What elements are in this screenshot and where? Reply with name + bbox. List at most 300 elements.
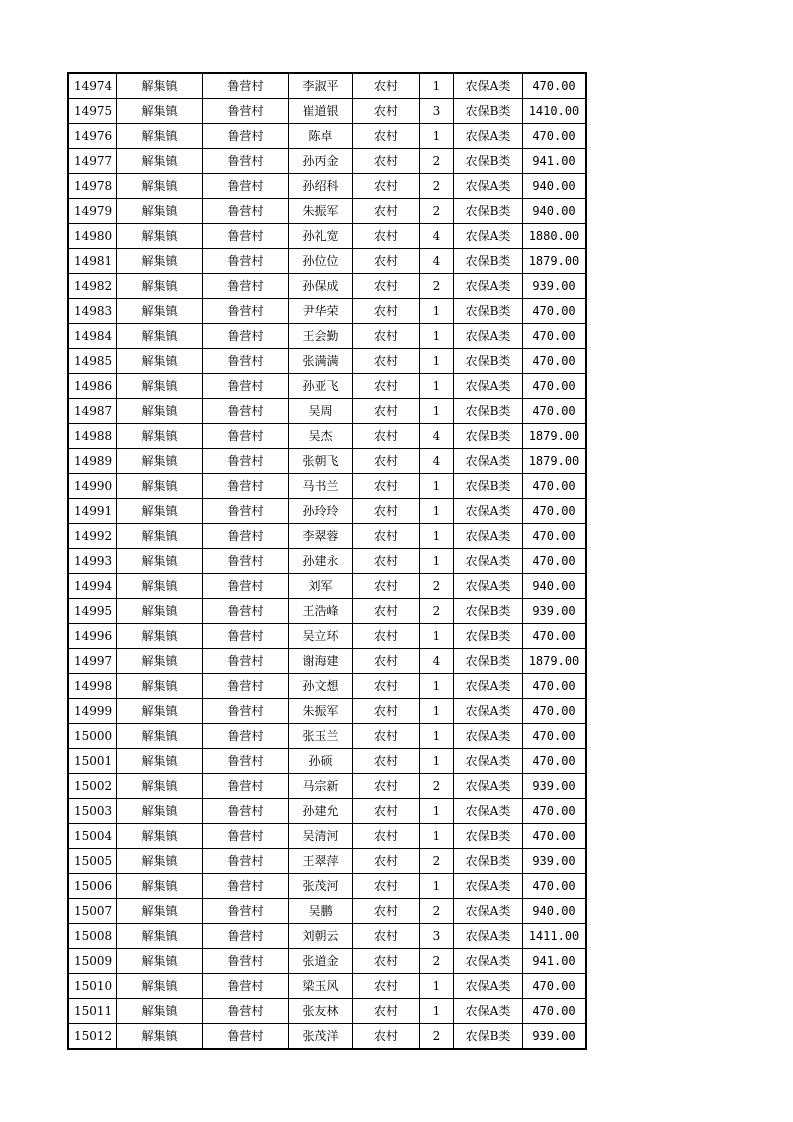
- person-name-cell: 朱振军: [289, 699, 353, 724]
- member-count-cell: 3: [420, 924, 454, 949]
- member-count-cell: 1: [420, 374, 454, 399]
- record-id-cell: 14983: [68, 299, 117, 324]
- village-cell: 鲁营村: [203, 174, 289, 199]
- insurance-category-cell: 农保B类: [454, 824, 523, 849]
- record-id-cell: 14995: [68, 599, 117, 624]
- member-count-cell: 1: [420, 499, 454, 524]
- insurance-category-cell: 农保B类: [454, 849, 523, 874]
- record-id-cell: 14988: [68, 424, 117, 449]
- town-cell: 解集镇: [117, 949, 203, 974]
- record-id-cell: 14993: [68, 549, 117, 574]
- table-row: [68, 549, 586, 574]
- insurance-category-cell: 农保A类: [454, 749, 523, 774]
- village-cell: 鲁营村: [203, 274, 289, 299]
- person-name-cell: 张茂河: [289, 874, 353, 899]
- village-cell: 鲁营村: [203, 1024, 289, 1050]
- member-count-cell: 1: [420, 874, 454, 899]
- insurance-category-cell: 农保A类: [454, 949, 523, 974]
- person-name-cell: 张友林: [289, 999, 353, 1024]
- household-type-cell: 农村: [353, 124, 420, 149]
- member-count-cell: 4: [420, 449, 454, 474]
- table-row: [68, 699, 586, 724]
- person-name-cell: 孙文想: [289, 674, 353, 699]
- record-id-cell: 14979: [68, 199, 117, 224]
- table-row: [68, 224, 586, 249]
- table-row: [68, 149, 586, 174]
- person-name-cell: 孙保成: [289, 274, 353, 299]
- amount-cell: 470.00: [523, 499, 587, 524]
- record-id-cell: 15004: [68, 824, 117, 849]
- record-id-cell: 14974: [68, 73, 117, 99]
- member-count-cell: 2: [420, 774, 454, 799]
- person-name-cell: 吴杰: [289, 424, 353, 449]
- table-row: [68, 774, 586, 799]
- town-cell: 解集镇: [117, 874, 203, 899]
- town-cell: 解集镇: [117, 849, 203, 874]
- person-name-cell: 马宗新: [289, 774, 353, 799]
- insurance-category-cell: 农保B类: [454, 599, 523, 624]
- insurance-category-cell: 农保A类: [454, 674, 523, 699]
- village-cell: 鲁营村: [203, 99, 289, 124]
- amount-cell: 1410.00: [523, 99, 587, 124]
- town-cell: 解集镇: [117, 499, 203, 524]
- town-cell: 解集镇: [117, 524, 203, 549]
- person-name-cell: 张朝飞: [289, 449, 353, 474]
- amount-cell: 1411.00: [523, 924, 587, 949]
- person-name-cell: 吴鹏: [289, 899, 353, 924]
- amount-cell: 1879.00: [523, 424, 587, 449]
- town-cell: 解集镇: [117, 549, 203, 574]
- record-id-cell: 15001: [68, 749, 117, 774]
- member-count-cell: 2: [420, 149, 454, 174]
- town-cell: 解集镇: [117, 73, 203, 99]
- amount-cell: 470.00: [523, 799, 587, 824]
- household-type-cell: 农村: [353, 574, 420, 599]
- amount-cell: 470.00: [523, 524, 587, 549]
- member-count-cell: 1: [420, 324, 454, 349]
- member-count-cell: 4: [420, 249, 454, 274]
- town-cell: 解集镇: [117, 899, 203, 924]
- village-cell: 鲁营村: [203, 324, 289, 349]
- record-id-cell: 15002: [68, 774, 117, 799]
- member-count-cell: 1: [420, 474, 454, 499]
- person-name-cell: 李淑平: [289, 73, 353, 99]
- amount-cell: 470.00: [523, 349, 587, 374]
- insurance-category-cell: 农保A类: [454, 574, 523, 599]
- household-type-cell: 农村: [353, 674, 420, 699]
- table-row: [68, 449, 586, 474]
- member-count-cell: 1: [420, 124, 454, 149]
- member-count-cell: 1: [420, 399, 454, 424]
- household-type-cell: 农村: [353, 724, 420, 749]
- insurance-category-cell: 农保A类: [454, 699, 523, 724]
- record-id-cell: 15003: [68, 799, 117, 824]
- village-cell: 鲁营村: [203, 374, 289, 399]
- village-cell: 鲁营村: [203, 749, 289, 774]
- village-cell: 鲁营村: [203, 799, 289, 824]
- village-cell: 鲁营村: [203, 974, 289, 999]
- village-cell: 鲁营村: [203, 999, 289, 1024]
- member-count-cell: 1: [420, 724, 454, 749]
- town-cell: 解集镇: [117, 724, 203, 749]
- member-count-cell: 1: [420, 549, 454, 574]
- person-name-cell: 刘朝云: [289, 924, 353, 949]
- town-cell: 解集镇: [117, 1024, 203, 1050]
- village-cell: 鲁营村: [203, 349, 289, 374]
- household-type-cell: 农村: [353, 499, 420, 524]
- insurance-category-cell: 农保B类: [454, 649, 523, 674]
- village-cell: 鲁营村: [203, 549, 289, 574]
- village-cell: 鲁营村: [203, 674, 289, 699]
- record-id-cell: 15006: [68, 874, 117, 899]
- household-type-cell: 农村: [353, 924, 420, 949]
- household-type-cell: 农村: [353, 424, 420, 449]
- household-type-cell: 农村: [353, 224, 420, 249]
- table-row: [68, 374, 586, 399]
- amount-cell: 470.00: [523, 999, 587, 1024]
- town-cell: 解集镇: [117, 149, 203, 174]
- table-row: [68, 399, 586, 424]
- town-cell: 解集镇: [117, 199, 203, 224]
- insurance-category-cell: 农保A类: [454, 549, 523, 574]
- insurance-category-cell: 农保B类: [454, 474, 523, 499]
- person-name-cell: 张茂洋: [289, 1024, 353, 1050]
- amount-cell: 470.00: [523, 549, 587, 574]
- insurance-category-cell: 农保A类: [454, 499, 523, 524]
- household-type-cell: 农村: [353, 99, 420, 124]
- insurance-category-cell: 农保A类: [454, 224, 523, 249]
- household-type-cell: 农村: [353, 399, 420, 424]
- village-cell: 鲁营村: [203, 624, 289, 649]
- record-id-cell: 15010: [68, 974, 117, 999]
- insurance-category-cell: 农保B类: [454, 299, 523, 324]
- insurance-category-cell: 农保A类: [454, 774, 523, 799]
- insurance-category-cell: 农保A类: [454, 73, 523, 99]
- person-name-cell: 王翠萍: [289, 849, 353, 874]
- household-type-cell: 农村: [353, 349, 420, 374]
- table-row: [68, 849, 586, 874]
- household-type-cell: 农村: [353, 274, 420, 299]
- amount-cell: 470.00: [523, 324, 587, 349]
- record-id-cell: 14989: [68, 449, 117, 474]
- town-cell: 解集镇: [117, 649, 203, 674]
- amount-cell: 940.00: [523, 174, 587, 199]
- amount-cell: 470.00: [523, 124, 587, 149]
- household-type-cell: 农村: [353, 799, 420, 824]
- member-count-cell: 4: [420, 649, 454, 674]
- village-cell: 鲁营村: [203, 449, 289, 474]
- amount-cell: 470.00: [523, 73, 587, 99]
- town-cell: 解集镇: [117, 624, 203, 649]
- table-row: [68, 724, 586, 749]
- amount-cell: 1879.00: [523, 249, 587, 274]
- village-cell: 鲁营村: [203, 524, 289, 549]
- table-row: [68, 349, 586, 374]
- table-row: [68, 999, 586, 1024]
- household-type-cell: 农村: [353, 974, 420, 999]
- table-row: [68, 899, 586, 924]
- village-cell: 鲁营村: [203, 649, 289, 674]
- record-id-cell: 14999: [68, 699, 117, 724]
- village-cell: 鲁营村: [203, 474, 289, 499]
- table-row: [68, 524, 586, 549]
- member-count-cell: 3: [420, 99, 454, 124]
- table-row: [68, 274, 586, 299]
- village-cell: 鲁营村: [203, 299, 289, 324]
- household-type-cell: 农村: [353, 949, 420, 974]
- record-id-cell: 14975: [68, 99, 117, 124]
- amount-cell: 939.00: [523, 774, 587, 799]
- household-type-cell: 农村: [353, 699, 420, 724]
- member-count-cell: 2: [420, 1024, 454, 1050]
- member-count-cell: 1: [420, 299, 454, 324]
- member-count-cell: 2: [420, 849, 454, 874]
- town-cell: 解集镇: [117, 799, 203, 824]
- household-type-cell: 农村: [353, 73, 420, 99]
- insurance-category-cell: 农保B类: [454, 399, 523, 424]
- table-row: [68, 499, 586, 524]
- household-type-cell: 农村: [353, 774, 420, 799]
- town-cell: 解集镇: [117, 924, 203, 949]
- table-row: [68, 299, 586, 324]
- amount-cell: 940.00: [523, 899, 587, 924]
- household-type-cell: 农村: [353, 149, 420, 174]
- village-cell: 鲁营村: [203, 73, 289, 99]
- table-row: [68, 974, 586, 999]
- amount-cell: 941.00: [523, 149, 587, 174]
- town-cell: 解集镇: [117, 249, 203, 274]
- amount-cell: 939.00: [523, 1024, 587, 1050]
- village-cell: 鲁营村: [203, 874, 289, 899]
- amount-cell: 470.00: [523, 974, 587, 999]
- table-row: [68, 949, 586, 974]
- person-name-cell: 吴立环: [289, 624, 353, 649]
- town-cell: 解集镇: [117, 174, 203, 199]
- table-row: [68, 749, 586, 774]
- household-type-cell: 农村: [353, 449, 420, 474]
- insurance-category-cell: 农保A类: [454, 124, 523, 149]
- household-type-cell: 农村: [353, 624, 420, 649]
- amount-cell: 1879.00: [523, 449, 587, 474]
- insurance-category-cell: 农保B类: [454, 349, 523, 374]
- insurance-category-cell: 农保B类: [454, 424, 523, 449]
- amount-cell: 470.00: [523, 874, 587, 899]
- insurance-category-cell: 农保A类: [454, 799, 523, 824]
- record-id-cell: 14986: [68, 374, 117, 399]
- table-row: [68, 249, 586, 274]
- amount-cell: 939.00: [523, 849, 587, 874]
- household-type-cell: 农村: [353, 749, 420, 774]
- member-count-cell: 1: [420, 524, 454, 549]
- person-name-cell: 王浩峰: [289, 599, 353, 624]
- amount-cell: 470.00: [523, 749, 587, 774]
- household-type-cell: 农村: [353, 1024, 420, 1050]
- insurance-category-cell: 农保B类: [454, 199, 523, 224]
- member-count-cell: 2: [420, 574, 454, 599]
- amount-cell: 939.00: [523, 274, 587, 299]
- town-cell: 解集镇: [117, 749, 203, 774]
- amount-cell: 939.00: [523, 599, 587, 624]
- table-row: [68, 824, 586, 849]
- person-name-cell: 孙亚飞: [289, 374, 353, 399]
- table-row: [68, 99, 586, 124]
- person-name-cell: 孙绍科: [289, 174, 353, 199]
- record-id-cell: 15005: [68, 849, 117, 874]
- table-row: [68, 73, 586, 99]
- village-cell: 鲁营村: [203, 949, 289, 974]
- household-type-cell: 农村: [353, 374, 420, 399]
- member-count-cell: 1: [420, 73, 454, 99]
- table-row: [68, 474, 586, 499]
- household-type-cell: 农村: [353, 649, 420, 674]
- household-type-cell: 农村: [353, 999, 420, 1024]
- table-row: [68, 174, 586, 199]
- village-cell: 鲁营村: [203, 499, 289, 524]
- household-type-cell: 农村: [353, 199, 420, 224]
- town-cell: 解集镇: [117, 99, 203, 124]
- table-row: [68, 574, 586, 599]
- table-row: [68, 649, 586, 674]
- insurance-category-cell: 农保A类: [454, 899, 523, 924]
- village-cell: 鲁营村: [203, 249, 289, 274]
- village-cell: 鲁营村: [203, 599, 289, 624]
- amount-cell: 470.00: [523, 674, 587, 699]
- person-name-cell: 张玉兰: [289, 724, 353, 749]
- records-table: [67, 72, 587, 1050]
- insurance-category-cell: 农保A类: [454, 524, 523, 549]
- town-cell: 解集镇: [117, 599, 203, 624]
- person-name-cell: 孙建永: [289, 549, 353, 574]
- member-count-cell: 2: [420, 899, 454, 924]
- amount-cell: 940.00: [523, 199, 587, 224]
- insurance-category-cell: 农保A类: [454, 724, 523, 749]
- household-type-cell: 农村: [353, 299, 420, 324]
- record-id-cell: 14996: [68, 624, 117, 649]
- person-name-cell: 谢海建: [289, 649, 353, 674]
- insurance-category-cell: 农保B类: [454, 249, 523, 274]
- records-table-body: [68, 73, 586, 1049]
- member-count-cell: 1: [420, 974, 454, 999]
- member-count-cell: 4: [420, 224, 454, 249]
- person-name-cell: 吴清河: [289, 824, 353, 849]
- insurance-category-cell: 农保A类: [454, 274, 523, 299]
- insurance-category-cell: 农保A类: [454, 374, 523, 399]
- insurance-category-cell: 农保A类: [454, 324, 523, 349]
- table-row: [68, 599, 586, 624]
- town-cell: 解集镇: [117, 399, 203, 424]
- amount-cell: 470.00: [523, 699, 587, 724]
- amount-cell: 1879.00: [523, 649, 587, 674]
- person-name-cell: 张道金: [289, 949, 353, 974]
- amount-cell: 470.00: [523, 624, 587, 649]
- person-name-cell: 陈卓: [289, 124, 353, 149]
- member-count-cell: 1: [420, 824, 454, 849]
- town-cell: 解集镇: [117, 349, 203, 374]
- record-id-cell: 14984: [68, 324, 117, 349]
- town-cell: 解集镇: [117, 324, 203, 349]
- person-name-cell: 梁玉风: [289, 974, 353, 999]
- amount-cell: 470.00: [523, 399, 587, 424]
- table-row: [68, 799, 586, 824]
- table-row: [68, 874, 586, 899]
- record-id-cell: 14992: [68, 524, 117, 549]
- insurance-category-cell: 农保A类: [454, 924, 523, 949]
- town-cell: 解集镇: [117, 424, 203, 449]
- household-type-cell: 农村: [353, 824, 420, 849]
- amount-cell: 940.00: [523, 574, 587, 599]
- person-name-cell: 孙位位: [289, 249, 353, 274]
- person-name-cell: 王会勤: [289, 324, 353, 349]
- record-id-cell: 15012: [68, 1024, 117, 1050]
- town-cell: 解集镇: [117, 824, 203, 849]
- household-type-cell: 农村: [353, 549, 420, 574]
- record-id-cell: 14987: [68, 399, 117, 424]
- village-cell: 鲁营村: [203, 574, 289, 599]
- village-cell: 鲁营村: [203, 724, 289, 749]
- village-cell: 鲁营村: [203, 399, 289, 424]
- person-name-cell: 马书兰: [289, 474, 353, 499]
- village-cell: 鲁营村: [203, 824, 289, 849]
- record-id-cell: 15009: [68, 949, 117, 974]
- town-cell: 解集镇: [117, 574, 203, 599]
- person-name-cell: 刘军: [289, 574, 353, 599]
- town-cell: 解集镇: [117, 274, 203, 299]
- town-cell: 解集镇: [117, 999, 203, 1024]
- member-count-cell: 1: [420, 699, 454, 724]
- household-type-cell: 农村: [353, 524, 420, 549]
- member-count-cell: 2: [420, 274, 454, 299]
- table-row: [68, 1024, 586, 1050]
- table-row: [68, 624, 586, 649]
- record-id-cell: 15007: [68, 899, 117, 924]
- person-name-cell: 孙玲玲: [289, 499, 353, 524]
- record-id-cell: 15011: [68, 999, 117, 1024]
- household-type-cell: 农村: [353, 249, 420, 274]
- household-type-cell: 农村: [353, 174, 420, 199]
- record-id-cell: 14990: [68, 474, 117, 499]
- town-cell: 解集镇: [117, 774, 203, 799]
- member-count-cell: 2: [420, 599, 454, 624]
- town-cell: 解集镇: [117, 224, 203, 249]
- amount-cell: 470.00: [523, 374, 587, 399]
- insurance-category-cell: 农保B类: [454, 1024, 523, 1050]
- amount-cell: 941.00: [523, 949, 587, 974]
- insurance-category-cell: 农保B类: [454, 624, 523, 649]
- person-name-cell: 吴周: [289, 399, 353, 424]
- record-id-cell: 14997: [68, 649, 117, 674]
- town-cell: 解集镇: [117, 674, 203, 699]
- amount-cell: 470.00: [523, 724, 587, 749]
- record-id-cell: 14978: [68, 174, 117, 199]
- town-cell: 解集镇: [117, 699, 203, 724]
- member-count-cell: 2: [420, 174, 454, 199]
- person-name-cell: 尹华荣: [289, 299, 353, 324]
- insurance-category-cell: 农保B类: [454, 99, 523, 124]
- village-cell: 鲁营村: [203, 224, 289, 249]
- table-row: [68, 424, 586, 449]
- village-cell: 鲁营村: [203, 899, 289, 924]
- table-row: [68, 324, 586, 349]
- person-name-cell: 孙建允: [289, 799, 353, 824]
- village-cell: 鲁营村: [203, 849, 289, 874]
- town-cell: 解集镇: [117, 449, 203, 474]
- insurance-category-cell: 农保A类: [454, 449, 523, 474]
- household-type-cell: 农村: [353, 599, 420, 624]
- household-type-cell: 农村: [353, 324, 420, 349]
- village-cell: 鲁营村: [203, 424, 289, 449]
- town-cell: 解集镇: [117, 299, 203, 324]
- household-type-cell: 农村: [353, 474, 420, 499]
